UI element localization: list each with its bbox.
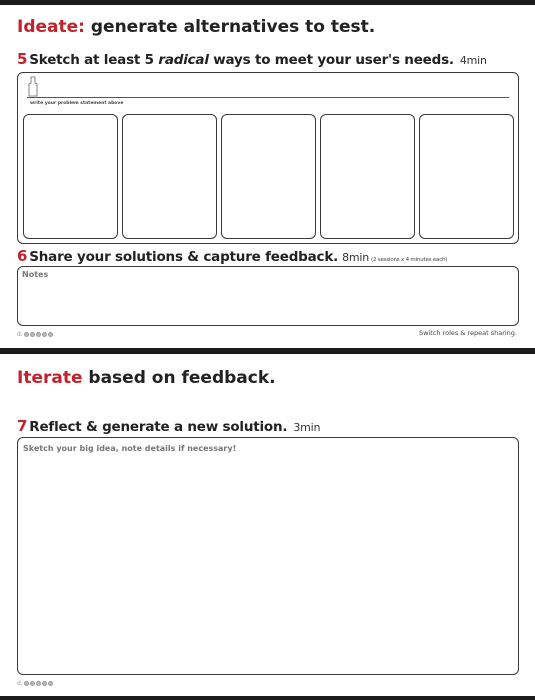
notes-area[interactable] xyxy=(17,266,519,326)
ideate-title-accent: Ideate: xyxy=(17,17,85,37)
step-6-time: 8min xyxy=(342,251,370,264)
problem-statement-line[interactable] xyxy=(27,97,509,98)
logo-dot xyxy=(48,681,53,686)
step-6-text: Share your solutions & capture feedback. xyxy=(29,249,339,265)
iterate-title-accent: Iterate xyxy=(17,368,83,388)
step-6-time-note: (2 sessions x 4 minutes each) xyxy=(371,257,448,263)
cursor-icon xyxy=(27,76,39,98)
ideate-title xyxy=(17,17,375,37)
logo-text: d. xyxy=(17,680,23,687)
new-solution-sketch-area[interactable] xyxy=(17,437,519,675)
sketch-slot-5[interactable] xyxy=(419,114,514,239)
top-border xyxy=(0,0,535,5)
step-7-text: Reflect & generate a new solution. xyxy=(29,419,288,435)
iterate-title xyxy=(17,368,276,388)
step-5-number: 5 xyxy=(17,50,28,68)
step-5-text-a: Sketch at least 5 xyxy=(29,52,159,68)
notes-label: Notes xyxy=(22,270,49,279)
bottom-border xyxy=(0,696,535,700)
switch-roles-note: Switch roles & repeat sharing. xyxy=(419,329,517,337)
ideate-title-rest: generate alternatives to test. xyxy=(84,17,376,37)
step-5-time: 4min xyxy=(459,54,487,67)
iterate-title-rest: based on feedback. xyxy=(82,368,276,388)
logo-dot xyxy=(42,681,47,686)
logo-dot xyxy=(36,681,41,686)
logo-dot xyxy=(42,332,47,337)
dschool-logo xyxy=(17,680,53,687)
logo-dot xyxy=(30,332,35,337)
logo-text: d. xyxy=(17,331,23,338)
step-5-heading xyxy=(17,50,487,68)
step-7-number: 7 xyxy=(17,417,28,435)
dschool-logo xyxy=(17,331,53,338)
step-6-number: 6 xyxy=(17,247,28,265)
step-7-time: 3min xyxy=(293,421,321,434)
logo-dot xyxy=(24,332,29,337)
logo-dot xyxy=(36,332,41,337)
sketch-slot-4[interactable] xyxy=(320,114,415,239)
logo-dot xyxy=(24,681,29,686)
sketch-instructions: Sketch your big idea, note details if necessary! xyxy=(23,444,237,453)
section-divider xyxy=(0,348,535,354)
sketch-slot-3[interactable] xyxy=(221,114,316,239)
problem-statement-label: write your problem statement above xyxy=(30,101,124,106)
step-5-text-italic: radical xyxy=(158,52,209,68)
step-7-heading xyxy=(17,417,320,435)
step-6-heading xyxy=(17,247,447,265)
step-5-text-b: ways to meet your user's needs. xyxy=(208,52,454,68)
sketch-slot-1[interactable] xyxy=(23,114,118,239)
logo-dot xyxy=(30,681,35,686)
logo-dot xyxy=(48,332,53,337)
sketch-slot-2[interactable] xyxy=(122,114,217,239)
